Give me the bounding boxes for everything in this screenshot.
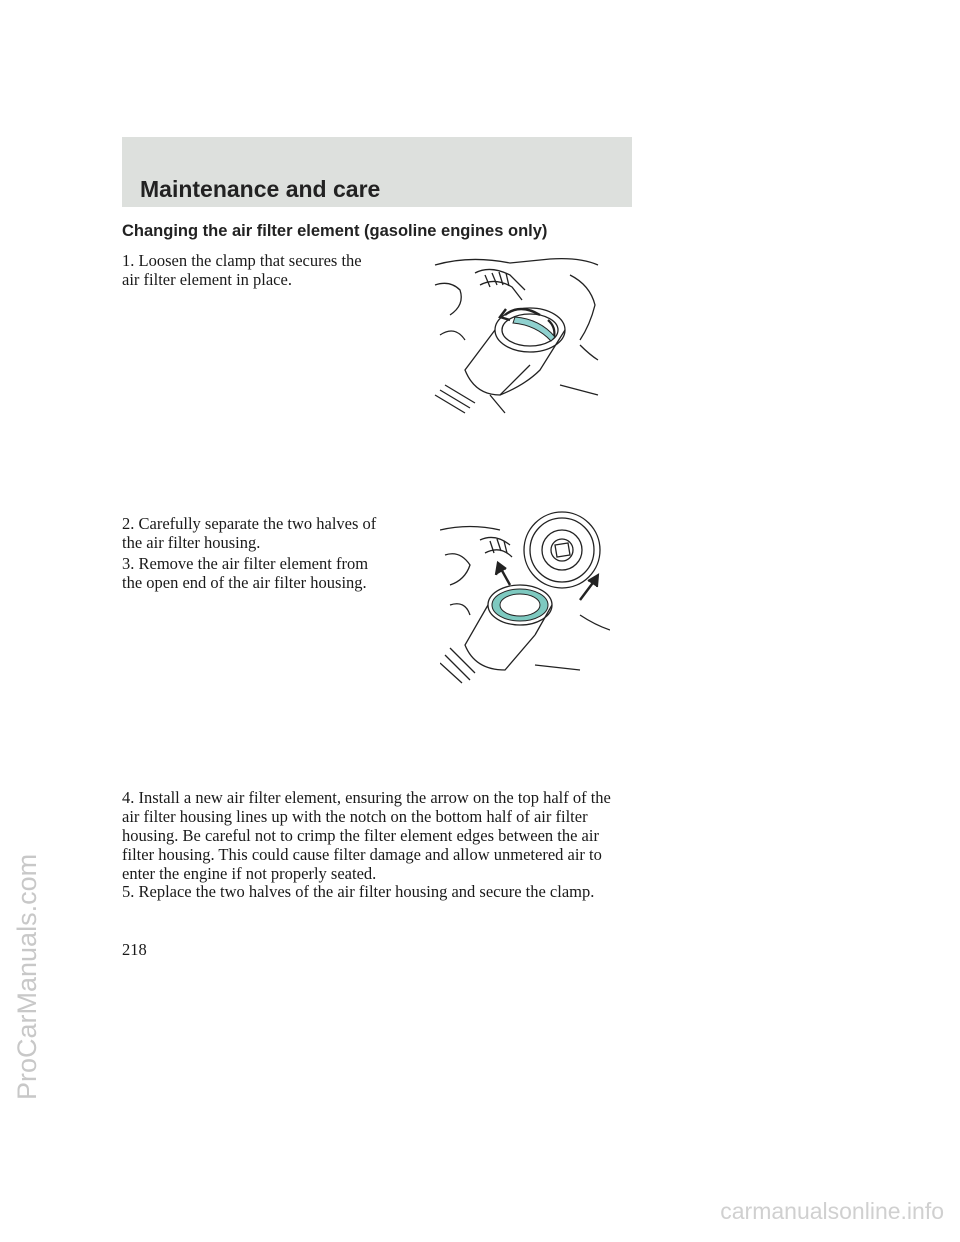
step-5: 5. Replace the two halves of the air filter housing and secure the clamp.	[122, 882, 595, 901]
side-watermark: ProCarManuals.com	[12, 853, 42, 1100]
air-filter-clamp-figure	[430, 245, 600, 415]
bottom-watermark: carmanualsonline.info	[720, 1198, 944, 1224]
step-1: 1. Loosen the clamp that secures the air filter element in place.	[122, 251, 362, 289]
step-2: 2. Carefully separate the two halves of the air filter housing.	[122, 514, 377, 552]
step-3: 3. Remove the air filter element from the open end of the air filter housing.	[122, 554, 369, 592]
subheading: Changing the air filter element (gasoline engines only)	[122, 222, 548, 240]
air-filter-housing-figure	[440, 505, 610, 685]
step-4: 4. Install a new air filter element, ensuring the arrow on the top half of the air filter housing lines up with the notch on the bottom half of air filter housing. Be careful not to crimp the filter element edges between the air filter housing. This could cause filter damage and allow unmetered air to enter the engine if not properly seated.	[122, 788, 611, 883]
page-title: Maintenance and care	[140, 176, 381, 202]
page-number: 218	[122, 940, 147, 959]
